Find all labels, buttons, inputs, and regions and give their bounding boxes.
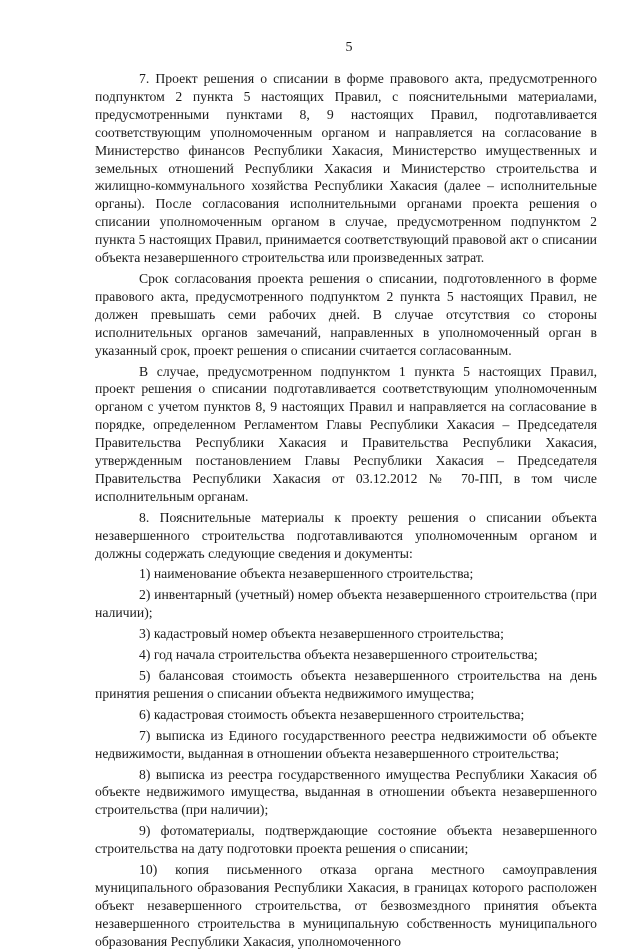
list-item-5: 5) балансовая стоимость объекта незавершенного строительства на день принятия решения о списании объекта недвижимого имущества; (95, 668, 597, 701)
paragraph-case-subpoint-1: В случае, предусмотренном подпунктом 1 пункта 5 настоящих Правил, проект решения о списании подготавливается соответствующим уполномоченным органом с учетом пунктов 8, 9 настоящих Правил и направляется на согласование в порядке, определенном Регламентом Главы Республики Хакасия – Председателя Правительства Республики Хакасия и Правительства Республики Хакасия, утвержденным постановлением Главы Республики Хакасия – Председателя Правительства Республики Хакасия от 03.12.2012 № 70-ПП, в том числе исполнительным органам. (95, 363, 597, 504)
list-item-9: 9) фотоматериалы, подтверждающие состояние объекта незавершенного строительства на дату подготовки проекта решения о списании; (95, 823, 597, 857)
list-item-3: 3) кадастровый номер объекта незавершенного строительства; (139, 626, 504, 642)
list-item-8: 8) выписка из реестра государственного имущества Республики Хакасия об объекте недвижимого имущества, выданная в отношении объекта незавершенного строительства (при наличии); (95, 766, 597, 818)
page-number: 5 (345, 40, 353, 55)
list-item-10: 10) копия письменного отказа органа местного самоуправления муниципального образования Республики Хакасия, в границах которого расположен объект незавершенного строительства, от безвозмездного принятия объекта незавершенного строительства в муниципальную собственность муниципального образования Республики Хакасия, уполномоченного (95, 862, 597, 949)
list-item-6: 6) кадастровая стоимость объекта незавершенного строительства; (139, 706, 525, 722)
list-item-1: 1) наименование объекта незавершенного строительства; (139, 566, 474, 582)
paragraph-approval-term: Срок согласования проекта решения о списании, подготовленного в форме правового акта, предусмотренного подпунктом 2 пункта 5 настоящих Правил, не должен превышать семи рабочих дней. В случае отсутствия со стороны исполнительных органов замечаний, направленных в уполномоченный орган в указанный срок, проект решения о списании считается согласованным. (95, 270, 597, 358)
paragraph-7: 7. Проект решения о списании в форме правового акта, предусмотренного подпунктом 2 пункта 5 настоящих Правил, с пояснительными материалами, предусмотренными пунктами 8, 9 настоящих Правил, подготавливается соответствующим уполномоченным органом и направляется на согласование в Министерство финансов Республики Хакасия, Министерство имущественных и земельных отношений Республики Хакасия и Министерство строительства и жилищно-коммунального хозяйства Республики Хакасия (далее – исполнительные органы). После согласования исполнительными органами проекта решения о списании уполномоченным органом в случае, предусмотренном подпунктом 2 пункта 5 настоящих Правил, принимается соответствующий правовой акт о списании объекта незавершенного строительства или произведенных затрат. (95, 71, 597, 266)
list-item-2: 2) инвентарный (учетный) номер объекта незавершенного строительства (при наличии); (95, 587, 597, 621)
list-item-7: 7) выписка из Единого государственного реестра недвижимости об объекте недвижимости, выданная в отношении объекта незавершенного строительства; (95, 727, 597, 761)
list-item-4: 4) год начала строительства объекта незавершенного строительства; (139, 647, 538, 663)
document-page (95, 40, 597, 951)
paragraph-8: 8. Пояснительные материалы к проекту решения о списании объекта незавершенного строительства подготавливаются уполномоченным органом и должны содержать следующие сведения и документы: (95, 509, 597, 561)
